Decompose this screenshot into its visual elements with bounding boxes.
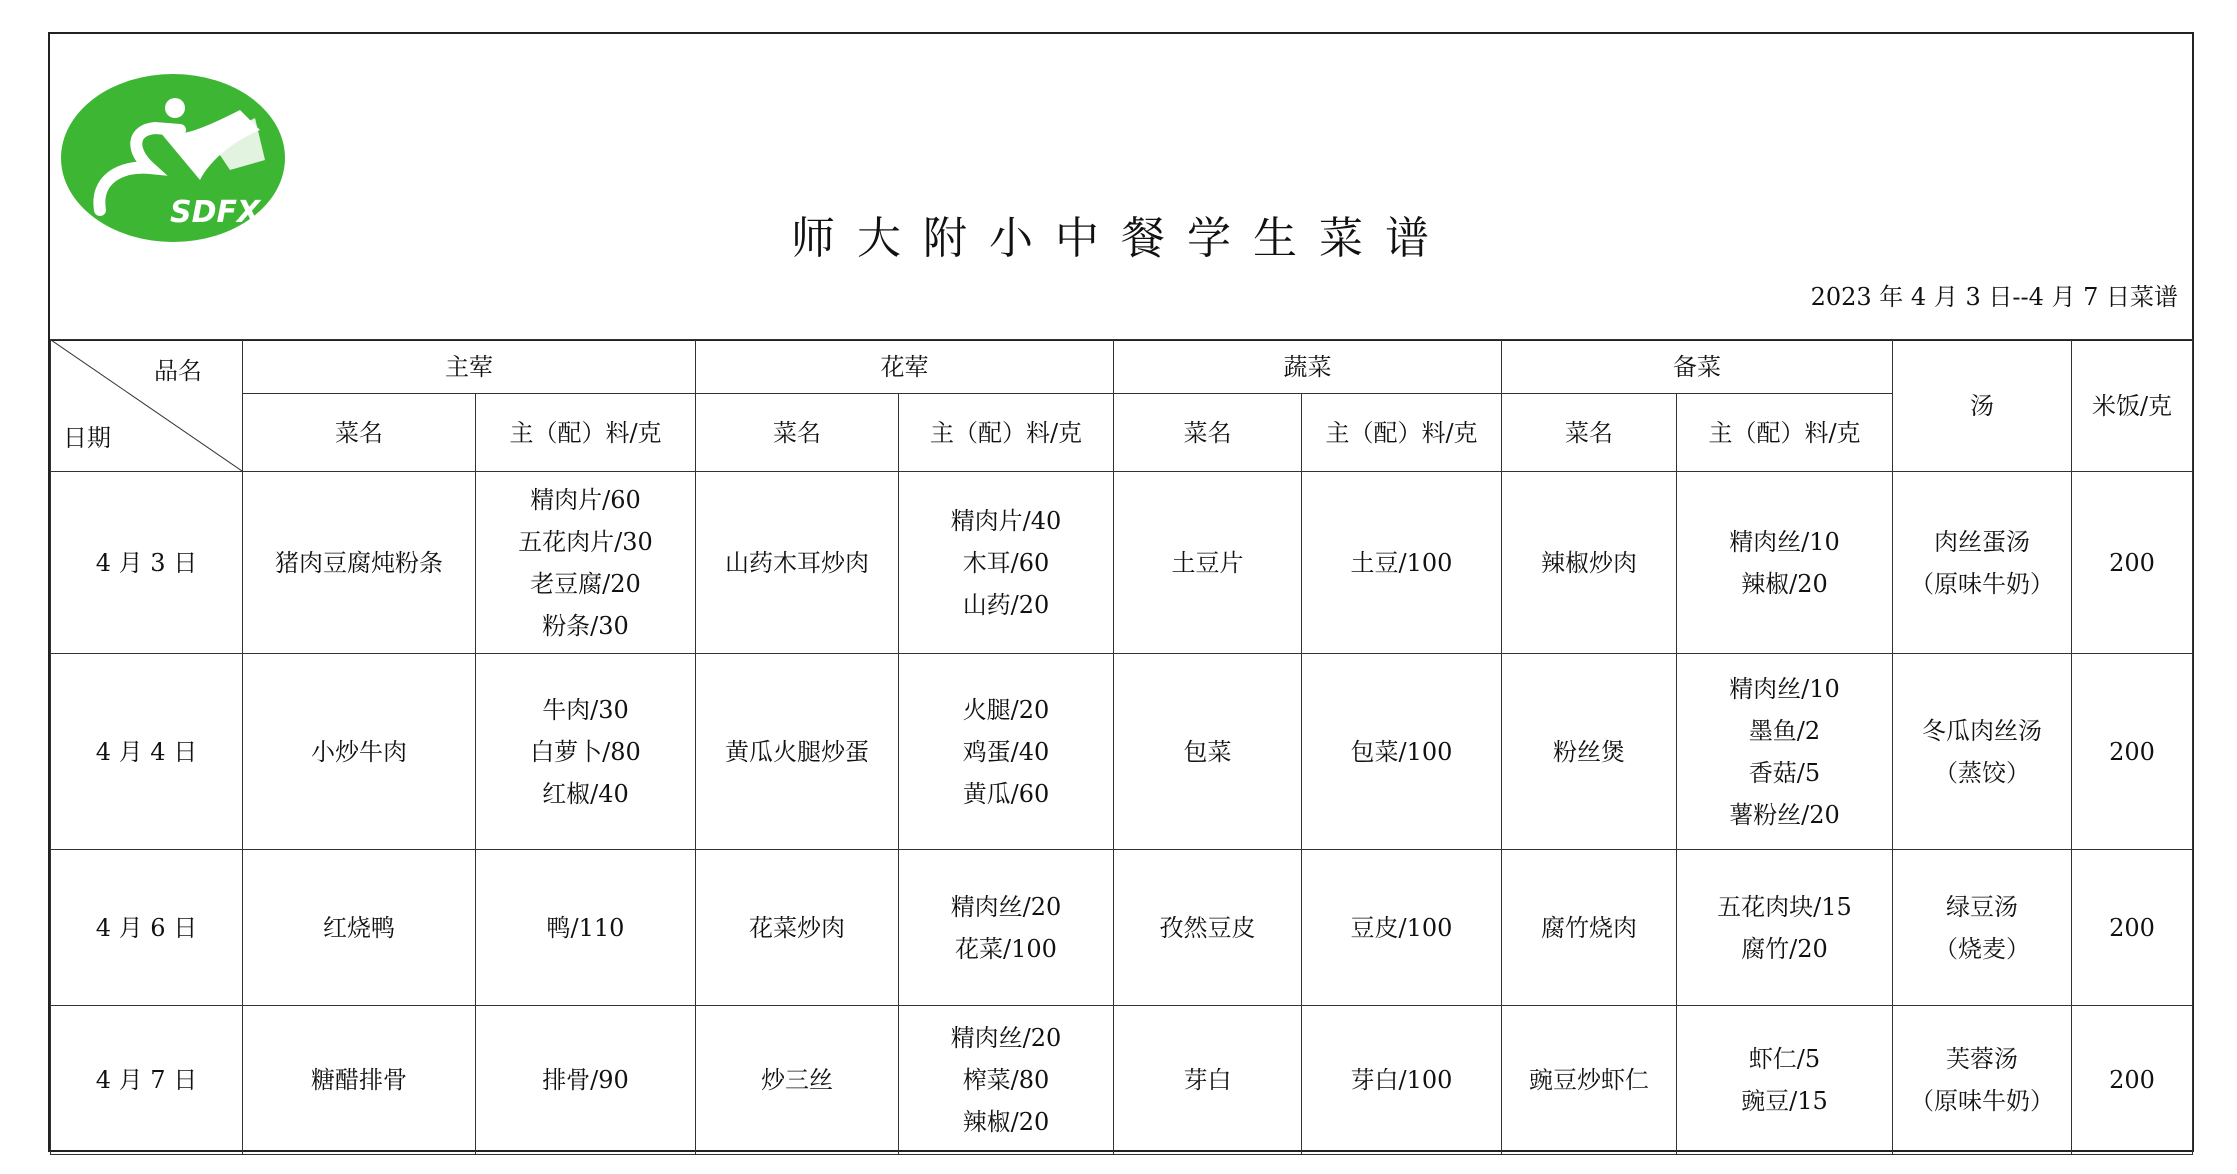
side-ingredients-line: 榨菜/80 (962, 1066, 1050, 1094)
side-ingredients-line: 木耳/60 (962, 548, 1050, 577)
spare-ingredients-line: 虾仁/5 (1748, 1045, 1821, 1073)
logo-text: SDFX (170, 195, 261, 230)
soup-cell-line: （蒸饺） (1934, 758, 2030, 787)
soup-cell (1893, 1006, 2072, 1155)
veg-dish-name: 芽白 (1114, 1006, 1302, 1155)
header-row-1 (51, 340, 2193, 394)
main-ingredients-line: 红椒/40 (542, 779, 629, 808)
soup-cell-line: （原味牛奶） (1910, 1087, 2054, 1115)
main-dish-name: 红烧鸭 (243, 850, 476, 1006)
sub-ingredients: 主（配）料/克 (1677, 394, 1893, 472)
spare-ingredients-line: 精肉丝/10 (1729, 527, 1840, 556)
main-ingredients-line: 白萝卜/80 (530, 737, 641, 766)
group-spare: 备菜 (1502, 340, 1893, 394)
spare-ingredients-line: 精肉丝/10 (1729, 674, 1840, 703)
corner-label-item: 品名 (154, 357, 202, 385)
veg-ingredients-line: 包菜/100 (1350, 737, 1453, 766)
veg-ingredients (1302, 1006, 1502, 1155)
soup-cell (1893, 850, 2072, 1006)
spare-ingredients-line: 香菇/5 (1748, 758, 1821, 787)
spare-ingredients-line: 薯粉丝/20 (1729, 800, 1840, 829)
corner-cell (51, 340, 243, 472)
spare-dish-name: 粉丝煲 (1502, 654, 1677, 850)
header-row-2 (51, 394, 2193, 472)
spare-ingredients (1677, 654, 1893, 850)
side-dish-name: 山药木耳炒肉 (696, 472, 899, 654)
side-ingredients-line: 精肉片/40 (950, 506, 1062, 535)
side-ingredients-line: 黄瓜/60 (962, 779, 1050, 808)
side-ingredients (899, 472, 1114, 654)
main-ingredients (476, 850, 696, 1006)
main-ingredients (476, 1006, 696, 1155)
soup-cell-line: 绿豆汤 (1946, 892, 2018, 921)
document-header (50, 34, 2192, 341)
spare-dish-name: 腐竹烧肉 (1502, 850, 1677, 1006)
main-dish-name: 猪肉豆腐炖粉条 (243, 472, 476, 654)
veg-ingredients-line: 土豆/100 (1350, 548, 1453, 577)
group-side: 花荤 (696, 340, 1114, 394)
veg-ingredients-line: 芽白/100 (1350, 1066, 1453, 1094)
spare-dish-name: 辣椒炒肉 (1502, 472, 1677, 654)
spare-dish-name: 豌豆炒虾仁 (1502, 1006, 1677, 1155)
sub-name: 菜名 (1114, 394, 1302, 472)
spare-ingredients (1677, 472, 1893, 654)
veg-ingredients-line: 豆皮/100 (1350, 913, 1453, 942)
corner-label-date: 日期 (63, 424, 111, 452)
spare-ingredients (1677, 850, 1893, 1006)
side-ingredients-line: 山药/20 (962, 590, 1050, 619)
soup-cell (1893, 654, 2072, 850)
main-ingredients-line: 排骨/90 (542, 1066, 629, 1094)
menu-body (51, 472, 2193, 1155)
table-row (51, 850, 2193, 1006)
main-ingredients (476, 654, 696, 850)
main-ingredients-line: 粉条/30 (542, 611, 629, 640)
spare-ingredients-line: 墨鱼/2 (1748, 716, 1821, 745)
spare-ingredients-line: 腐竹/20 (1741, 934, 1828, 963)
spare-ingredients-line: 辣椒/20 (1741, 569, 1828, 598)
date-cell: 4 月 3 日 (51, 472, 243, 654)
side-ingredients (899, 654, 1114, 850)
table-row (51, 1006, 2193, 1155)
veg-ingredients (1302, 472, 1502, 654)
sub-name: 菜名 (1502, 394, 1677, 472)
page-title: 师大附小中餐学生菜谱 (791, 213, 1451, 264)
sub-name: 菜名 (696, 394, 899, 472)
main-ingredients-line: 鸭/110 (546, 913, 625, 942)
side-ingredients-line: 精肉丝/20 (950, 892, 1062, 921)
main-ingredients (476, 472, 696, 654)
side-ingredients-line: 花菜/100 (955, 934, 1057, 963)
side-dish-name: 黄瓜火腿炒蛋 (696, 654, 899, 850)
main-dish-name: 小炒牛肉 (243, 654, 476, 850)
rice-header: 米饭/克 (2072, 340, 2193, 472)
date-cell: 4 月 7 日 (51, 1006, 243, 1155)
side-ingredients-line: 鸡蛋/40 (962, 737, 1050, 766)
soup-cell-line: 芙蓉汤 (1946, 1045, 2018, 1073)
veg-dish-name: 孜然豆皮 (1114, 850, 1302, 1006)
group-main: 主荤 (243, 340, 696, 394)
side-ingredients (899, 850, 1114, 1006)
spare-ingredients (1677, 1006, 1893, 1155)
side-ingredients (899, 1006, 1114, 1155)
rice-cell: 200 (2072, 1006, 2193, 1155)
veg-ingredients (1302, 654, 1502, 850)
menu-document (48, 32, 2194, 1152)
soup-cell-line: （原味牛奶） (1910, 569, 2054, 598)
side-dish-name: 炒三丝 (696, 1006, 899, 1155)
soup-cell-line: （烧麦） (1934, 934, 2030, 963)
rice-cell: 200 (2072, 472, 2193, 654)
sub-ingredients: 主（配）料/克 (476, 394, 696, 472)
sub-ingredients: 主（配）料/克 (899, 394, 1114, 472)
date-cell: 4 月 6 日 (51, 850, 243, 1006)
main-dish-name: 糖醋排骨 (243, 1006, 476, 1155)
rice-cell: 200 (2072, 850, 2193, 1006)
soup-cell (1893, 472, 2072, 654)
main-ingredients-line: 老豆腐/20 (530, 569, 641, 598)
date-range: 2023 年 4 月 3 日--4 月 7 日菜谱 (1810, 283, 2178, 311)
main-ingredients-line: 精肉片/60 (530, 485, 641, 514)
soup-cell-line: 冬瓜肉丝汤 (1922, 716, 2042, 745)
side-ingredients-line: 火腿/20 (962, 695, 1050, 724)
menu-table (50, 339, 2193, 1155)
table-row (51, 654, 2193, 850)
veg-dish-name: 包菜 (1114, 654, 1302, 850)
soup-cell-line: 肉丝蛋汤 (1934, 527, 2030, 556)
side-ingredients-line: 辣椒/20 (962, 1108, 1050, 1136)
side-dish-name: 花菜炒肉 (696, 850, 899, 1006)
spare-ingredients-line: 豌豆/15 (1741, 1087, 1828, 1115)
spare-ingredients-line: 五花肉块/15 (1717, 892, 1852, 921)
sub-name: 菜名 (243, 394, 476, 472)
main-ingredients-line: 五花肉片/30 (518, 527, 653, 556)
sub-ingredients: 主（配）料/克 (1302, 394, 1502, 472)
group-veg: 蔬菜 (1114, 340, 1502, 394)
table-row (51, 472, 2193, 654)
soup-header: 汤 (1893, 340, 2072, 472)
veg-ingredients (1302, 850, 1502, 1006)
veg-dish-name: 土豆片 (1114, 472, 1302, 654)
date-cell: 4 月 4 日 (51, 654, 243, 850)
main-ingredients-line: 牛肉/30 (542, 695, 629, 724)
side-ingredients-line: 精肉丝/20 (950, 1024, 1062, 1052)
rice-cell: 200 (2072, 654, 2193, 850)
